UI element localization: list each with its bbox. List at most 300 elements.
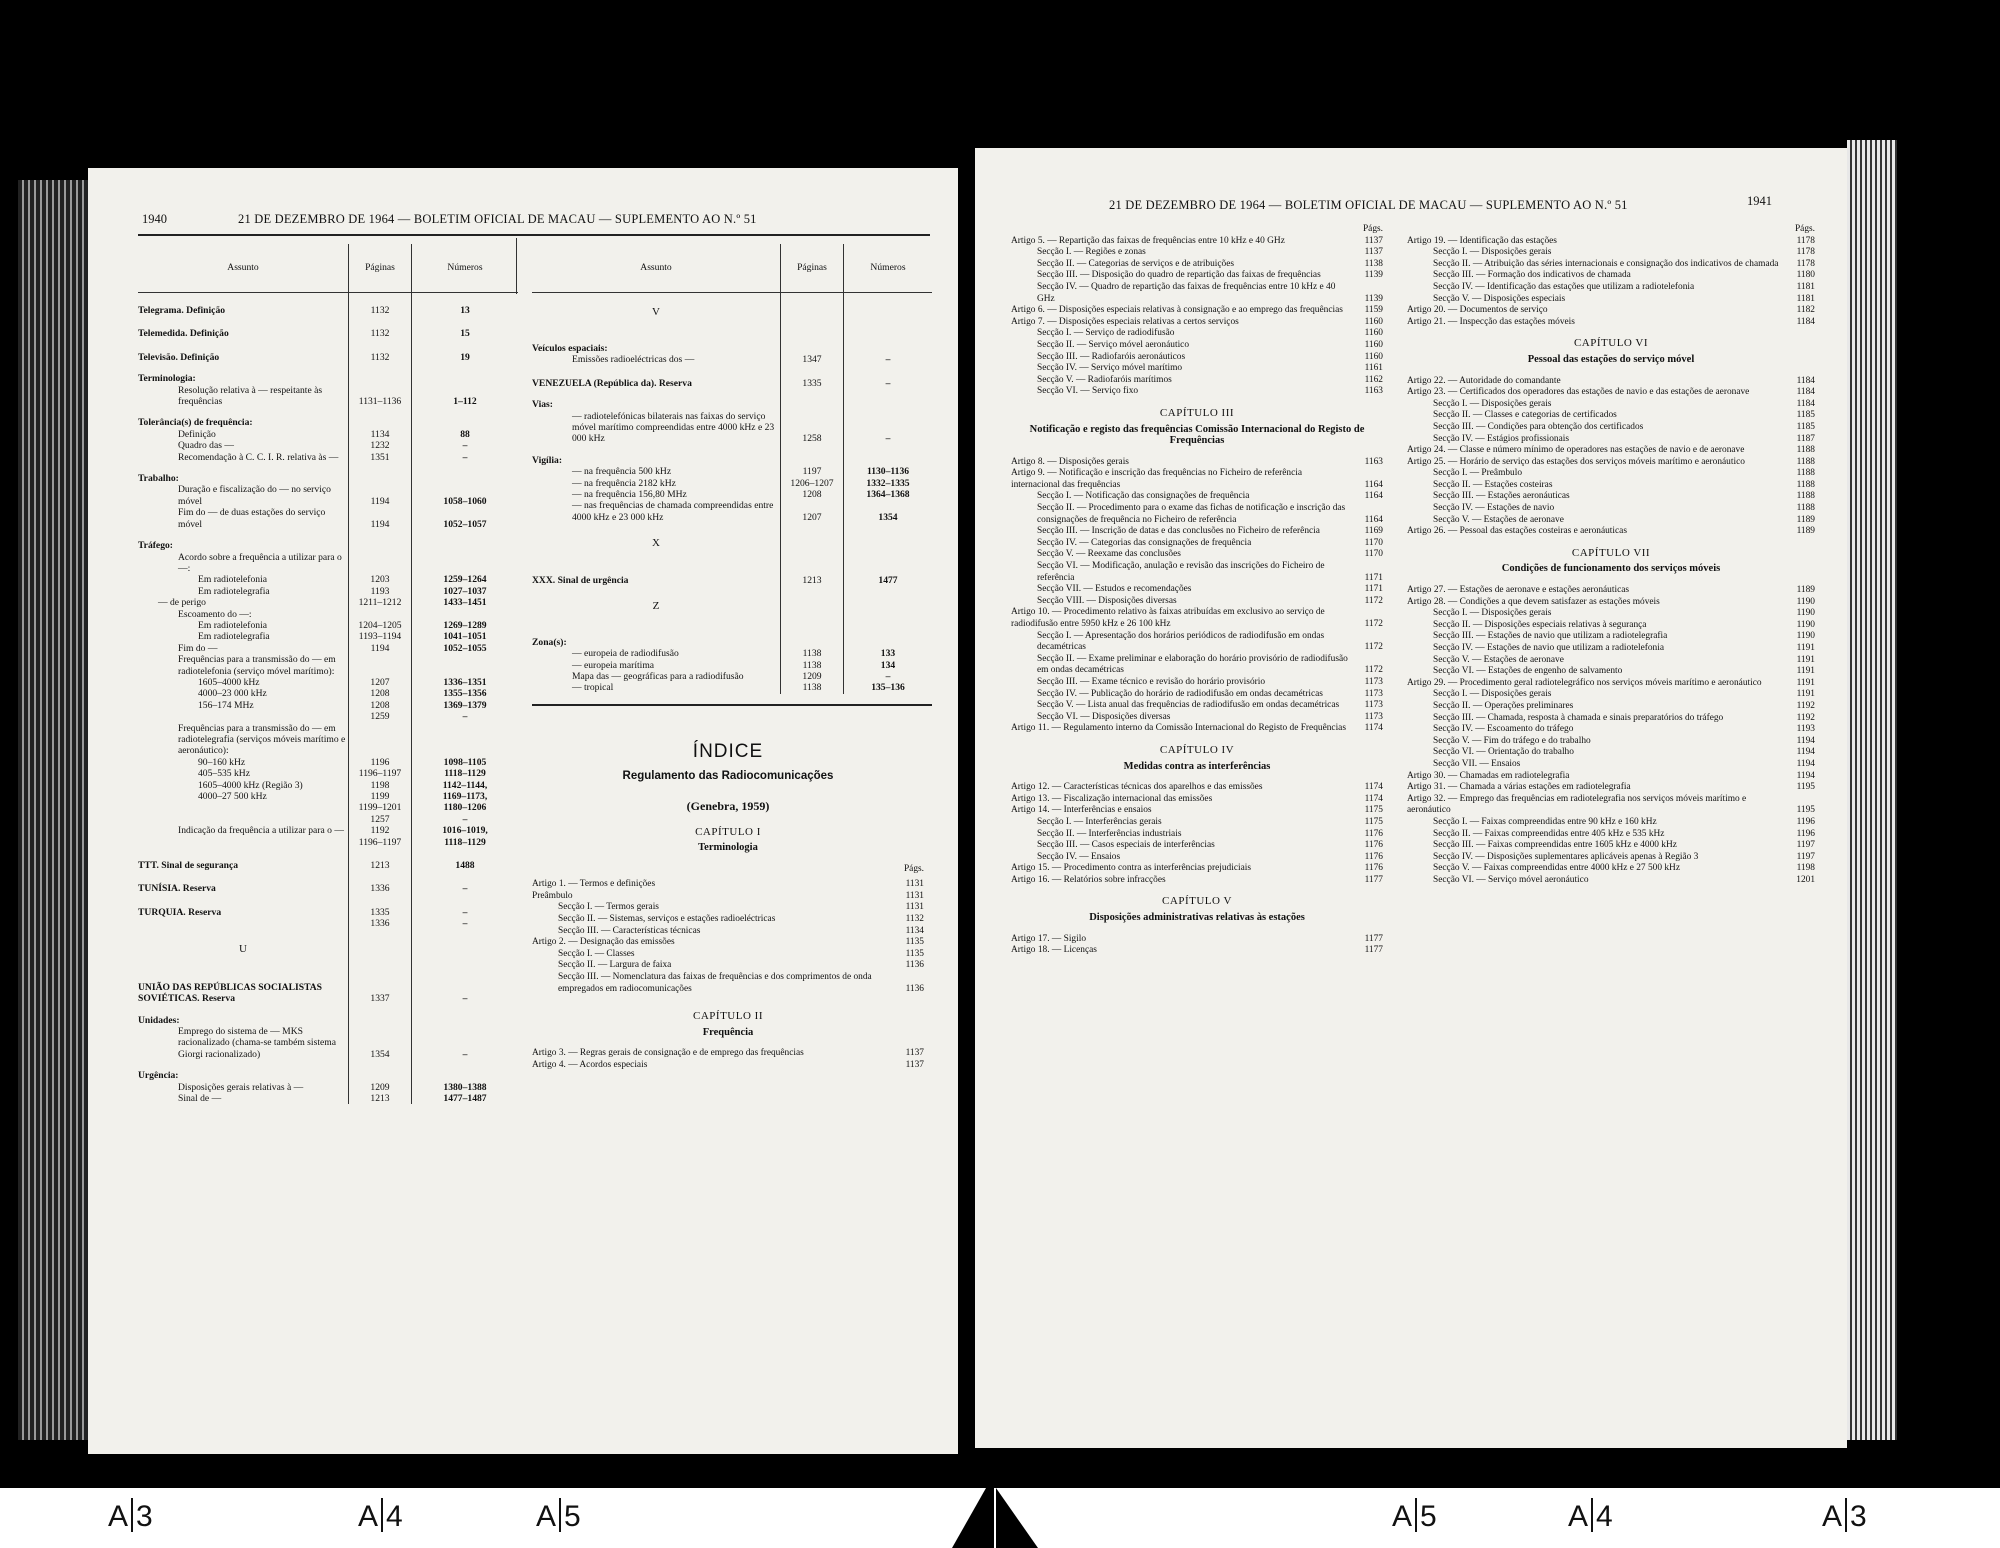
index-entry [1407,701,1815,713]
entry-text: Quadro das — [178,440,234,452]
chapter-title: Medidas contra as interferências [1123,760,1271,772]
entry-numbers: – [412,452,519,463]
entry-page: 1160 [1364,328,1383,339]
entry-title: Artigo 26. — Pessoal das estações costeiras e aeronáuticas [1407,526,1627,537]
entry-title: Secção III. — Faixas compreendidas entre 1605 kHz e 4000 kHz [1433,840,1677,851]
entry-text: Vias: [532,399,553,411]
entry-page: 1172 [1364,619,1383,629]
entry-numbers: 1433–1451 [412,597,519,608]
index-entry [1407,620,1815,632]
table-row [138,429,518,440]
entry-numbers: 1180–1206 [412,802,519,813]
table-row [532,389,932,410]
pags-label: Págs. [1794,224,1815,234]
index-entry [1407,422,1815,434]
entry-page: 1171 [1364,584,1383,595]
entry-title: Artigo 22. — Autoridade do comandante [1407,375,1561,386]
entry-title: Secção IV. — Disposições suplementares aplicáveis apenas à Região 3 [1433,851,1699,862]
index-entry [1407,515,1815,527]
entry-title: Secção II. — Categorias de serviços e de atribuições [1037,258,1235,269]
index-entry [1407,759,1815,771]
entry-pages: 1347 [781,354,844,365]
left-column-1 [138,244,518,1104]
entry-numbers: – [412,1026,519,1060]
entry-numbers: 88 [412,429,519,440]
index-entry [1407,491,1815,503]
entry-text: Sinal de — [178,1092,222,1104]
index-entry [1011,631,1383,654]
table-row [138,895,518,918]
entry-numbers: – [412,970,519,1005]
index-entry [1011,549,1383,561]
index-entry [1407,747,1815,759]
entry-page: 1181 [1796,281,1815,292]
index-entry [1011,468,1383,491]
entry-text [138,918,349,929]
entry-pages: 1351 [349,452,412,463]
entry-pages: 1196–1197 [349,837,412,848]
entry-pages [349,1005,412,1026]
entry-numbers [844,627,933,648]
index-entry [1011,654,1383,677]
film-mark: A 3 [108,1500,153,1533]
entry-numbers: – [412,895,519,918]
entry-numbers: – [844,411,933,445]
index-entry [1407,713,1815,725]
entry-pages: 1194 [349,643,412,654]
index-entry [1011,340,1383,352]
film-notch [996,1488,1038,1548]
index-entry [1407,782,1815,794]
index-entry [1011,526,1383,538]
entry-text: 90–160 kHz [198,756,246,768]
entry-text: 1605–4000 kHz [198,676,260,688]
table-row [532,445,932,466]
index-entry [1011,282,1383,305]
entry-numbers [844,333,933,354]
index-entry [1407,526,1815,538]
table-row [138,293,518,317]
entry-title: Artigo 23. — Certificados dos operadores das estações de navio e das estações de aeronave [1407,387,1750,398]
entry-title: Secção III. — Estações aeronáuticas [1433,491,1570,502]
entry-page: 1174 [1364,793,1383,804]
entry-page: 1164 [1364,479,1383,490]
chapter-title: Disposições administrativas relativas às estações [1089,912,1305,924]
entry-pages: 1199–1201 [349,802,412,813]
entry-text: Duração e fiscalização do — no serviço móvel [178,484,331,507]
entry-numbers [412,1005,519,1026]
entry-page: 1173 [1364,711,1383,722]
entry-text: XXX. Sinal de urgência [532,575,629,587]
entry-title: Artigo 13. — Fiscalização internacional das emissões [1011,793,1213,804]
right-index-2 [1407,236,1815,887]
chapter-heading: CAPÍTULO V [1162,895,1232,908]
entry-pages: 1132 [349,316,412,339]
entry-numbers: 1118–1129 [412,768,519,779]
entry-pages: 1213 [349,1093,412,1104]
entry-pages: 1207 [781,500,844,523]
table-row [532,366,932,389]
header-assunto: Assunto [532,244,781,293]
entry-page: 1137 [905,1048,924,1059]
entry-text [138,837,349,848]
entry-page: 1191 [1796,643,1815,653]
entry-page: 1188 [1796,503,1815,514]
index-entry [532,914,924,926]
indice-place: (Genebra, 1959) [686,798,770,813]
index-entry [1407,875,1815,887]
entry-page: 1191 [1796,666,1815,677]
entry-title: Artigo 17. — Sigilo [1011,933,1087,944]
chapter-title: Notificação e registo das frequências Comissão Internacional do Registo de Frequências [1029,423,1365,447]
entry-pages: 1335 [349,895,412,918]
table-row [532,411,932,445]
index-entry [532,972,924,995]
entry-page: 1137 [1364,247,1383,258]
entry-page: 1196 [1796,816,1815,827]
entry-group [1011,457,1383,735]
left-column-2 [532,244,932,1072]
entry-page: 1176 [1364,863,1383,874]
index-entry [1011,236,1383,248]
entry-page: 1139 [1364,270,1383,281]
table-row [138,574,518,585]
entry-text: X [652,536,660,549]
entry-title: Artigo 2. — Designação das emissões [532,937,675,948]
entry-title: Artigo 31. — Chamada a várias estações em radiotelegrafia [1407,782,1631,793]
index-entry [1407,643,1815,655]
entry-text: Indicação da frequência a utilizar para o — [178,825,344,837]
entry-numbers [412,463,519,484]
entry-numbers: 1369–1379 [412,700,519,711]
table-row [138,1026,518,1060]
book-edge [1847,140,1897,1440]
chapter-heading: CAPÍTULO III [1159,406,1235,419]
entry-pages [781,333,844,354]
entry-page: 1194 [1796,758,1815,769]
chapter-title: Pessoal das estações do serviço móvel [1527,353,1695,365]
entry-text: Frequências para a transmissão do — em radiotelefonia (serviço móvel marítimo): [178,654,336,677]
entry-pages [349,363,412,384]
entry-text: — na frequência 500 kHz [572,466,672,478]
entry-title: Secção II. — Disposições especiais relativas à segurança [1433,619,1647,630]
entry-pages: 1257 [349,814,412,825]
header-paginas: Páginas [781,244,844,293]
entry-text: Telegrama. Definição [138,305,226,316]
entry-numbers: 1380–1388 [412,1082,519,1093]
entry-page: 1193 [1796,724,1815,735]
entry-page: 1188 [1796,456,1815,467]
entry-numbers [844,389,933,410]
entry-numbers [412,930,519,970]
entry-title: Secção VI. — Serviço móvel aeronáutico [1433,874,1589,885]
entry-title: Secção V. — Estações de aeronave [1433,514,1564,525]
entry-pages [781,587,844,627]
entry-text: Emprego do sistema de — MKS racionalizado (chama-se também sistema Giorgi racionalizado) [178,1025,336,1060]
entry-title: Secção IV. — Escoamento do tráfego [1433,724,1574,735]
table-row [138,363,518,384]
header-assunto: Assunto [138,244,349,293]
entry-pages: 1354 [349,1026,412,1060]
index-entry [1407,457,1815,469]
entry-title: Artigo 24. — Classe e número mínimo de operadores nas estações de navio e de aeronave [1407,445,1745,456]
entry-title: Secção IV. — Publicação do horário de radiodifusão em ondas decamétricas [1037,688,1323,699]
entry-page: 1176 [1364,828,1383,839]
table-row [138,700,518,711]
index-entry [532,960,924,972]
entry-title: Artigo 30. — Chamadas em radiotelegrafia [1407,770,1570,781]
chapter-title: Frequência [702,1026,754,1038]
index-entry [1407,387,1815,399]
entry-numbers: – [412,918,519,929]
entry-numbers [412,363,519,384]
entry-group [1011,236,1383,398]
table-row [532,648,932,659]
entry-text: Em radiotelefonia [198,619,267,631]
index-entry [1011,700,1383,712]
entry-text: — de perigo [158,597,206,609]
entry-text: 405–535 kHz [198,768,250,780]
entry-title: Artigo 32. — Emprego das frequências em radiotelegrafia nos serviços móveis marítimo e aeronáutico [1407,793,1747,816]
index-entry [1407,270,1815,282]
entry-title: Secção II. — Atribuição das séries internacionais e consignação dos indicativos de chamada [1433,258,1779,269]
entry-title: Artigo 20. — Documentos de serviço [1407,305,1548,316]
indice-subtitle: Regulamento das Radiocomunicações [622,770,834,783]
table-row [138,1082,518,1093]
chapter-heading: CAPÍTULO I [695,825,761,838]
entry-pages: 1194 [349,507,412,530]
index-entry [1407,305,1815,317]
pags-label: Págs. [1362,224,1383,234]
index-entry [1407,608,1815,620]
index-entry [1407,597,1815,609]
entry-pages: 1138 [781,660,844,671]
entry-numbers: 1118–1129 [412,837,519,848]
entry-title: Secção III. — Casos especiais de interferências [1037,840,1215,851]
entry-text: Acordo sobre a frequência a utilizar para o —: [178,551,342,574]
entry-pages: 1193–1194 [349,631,412,642]
entry-title: Secção VI. — Orientação do trabalho [1433,747,1574,758]
entry-page: 1194 [1796,735,1815,746]
entry-group [1011,782,1383,886]
entry-title: Secção I. — Regiões e zonas [1037,247,1146,258]
entry-numbers [844,587,933,627]
table-row [138,757,518,768]
entry-numbers: 13 [412,293,519,317]
table-row [138,688,518,699]
entry-title: Secção VI. — Serviço fixo [1037,386,1139,397]
entry-title: Artigo 18. — Licenças [1011,945,1097,956]
entry-text: Frequências para a transmissão do — em radiotelegrafia (serviços móveis marítimo e aeronáutico): [178,722,346,757]
index-entry [1407,829,1815,841]
entry-pages: 1213 [781,563,844,586]
index-entry [1011,677,1383,689]
table-row [138,780,518,791]
indice-entries [532,1048,924,1071]
index-entry [1407,259,1815,271]
index-entry [1011,794,1383,806]
column-divider [516,238,517,294]
index-entry [1407,666,1815,678]
entry-pages: 1197 [781,466,844,477]
entry-text: Resolução relativa à — respeitante às frequências [178,384,323,408]
index-entry [1011,934,1383,946]
entry-title: Secção I. — Disposições gerais [1433,689,1552,700]
entry-title: Secção VIII. — Disposições diversas [1037,595,1177,606]
table-row [138,768,518,779]
left-page [88,168,958,1454]
entry-numbers: 15 [412,316,519,339]
entry-text: Escoamento do —: [178,608,252,620]
entry-group [1407,236,1815,329]
entry-page: 1175 [1364,816,1383,827]
index-entry [1011,561,1383,584]
entry-numbers: 134 [844,660,933,671]
entry-pages [349,530,412,551]
entry-page: 1191 [1796,654,1815,665]
entry-pages: 1336 [349,918,412,929]
table-row [138,837,518,848]
entry-page: 1159 [1364,305,1383,316]
entry-text: — radiotelefónicas bilaterais nas faixas do serviço móvel marítimo compreendidas entre 4000 kHz e 23 000 kHz [572,410,775,445]
entry-title: Secção IV. — Estágios profissionais [1433,433,1570,444]
entry-title: Secção VI. — Modificação, anulação e revisão das inscrições do Ficheiro de referência [1037,561,1325,583]
entry-page: 1136 [905,983,924,994]
entry-text: Em radiotelegrafia [198,585,270,597]
entry-page: 1185 [1796,421,1815,432]
film-mark: A 5 [536,1500,581,1533]
table-row [532,563,932,586]
entry-group [1407,585,1815,886]
entry-numbers: 1142–1144, [412,780,519,791]
entry-page: 1192 [1796,712,1815,723]
entry-title: Secção IV. — Serviço móvel marítimo [1037,363,1183,374]
entry-numbers: – [412,814,519,825]
index-entry [1407,410,1815,422]
entry-page: 1138 [1364,258,1383,269]
entry-numbers [844,293,933,334]
entry-page: 1201 [1796,874,1815,885]
entry-numbers [412,530,519,551]
entry-text: Televisão. Definição [138,351,220,363]
index-entry [1011,538,1383,550]
entry-pages: 1196–1197 [349,768,412,779]
entry-title: Secção I. — Classes [558,948,635,959]
entry-title: Artigo 28. — Condições a que devem satisfazer as estações móveis [1407,596,1660,607]
entry-page: 1169 [1364,526,1383,537]
entry-text: UNIÃO DAS REPÚBLICAS SOCIALISTAS SOVIÉTICAS. Reserva [138,981,323,1005]
chapter-heading: CAPÍTULO VI [1573,337,1649,350]
table-row [138,848,518,871]
entry-title: Secção III. — Formação dos indicativos de chamada [1433,270,1631,281]
entry-title: Secção VII. — Ensaios [1433,758,1521,769]
entry-text: Telemedida. Definição [138,328,229,340]
index-entry [1407,434,1815,446]
entry-pages: 1259 [349,711,412,722]
entry-text: Tráfego: [138,540,173,552]
table-row [532,333,932,354]
index-entry [1011,863,1383,875]
film-mark: A 4 [358,1500,403,1533]
entry-numbers: – [844,671,933,682]
entry-title: Secção VII. — Estudos e recomendações [1037,584,1192,595]
entry-title: Secção V. — Radiofaróis marítimos [1037,374,1172,385]
index-entry [1407,282,1815,294]
entry-text: 1605–4000 kHz (Região 3) [198,779,303,791]
index-entry [532,891,924,903]
entry-text [138,802,349,813]
entry-title: Artigo 10. — Procedimento relativo às faixas atribuídas em exclusivo ao serviço de radiodifusão entre 5950 kHz e 26 100 kHz [1011,607,1325,629]
entry-pages: 1199 [349,791,412,802]
entry-title: Secção V. — Faixas compreendidas entre 4000 kHz e 27 500 kHz [1433,863,1680,874]
entry-page: 1188 [1796,479,1815,490]
right-page-number: 1941 [1747,194,1772,208]
entry-page: 1191 [1796,677,1815,688]
entry-page: 1139 [1364,293,1383,304]
entry-title: Artigo 15. — Procedimento contra as interferências prejudiciais [1011,863,1252,874]
entry-text: 156–174 MHz [198,699,254,711]
entry-text: Zona(s): [532,636,567,648]
entry-pages [349,552,412,575]
chapter-heading: CAPÍTULO II [693,1010,763,1023]
chapter-title: Terminologia [698,842,758,854]
entry-numbers [412,552,519,575]
entry-page: 1178 [1796,235,1815,246]
entry-title: Artigo 9. — Notificação e inscrição das frequências no Ficheiro de referência internacional das frequências [1011,468,1303,490]
entry-numbers: – [412,871,519,894]
entry-title: Secção I. — Serviço de radiodifusão [1037,328,1175,339]
entry-pages [349,463,412,484]
table-row [532,478,932,489]
entry-numbers: 133 [844,648,933,659]
index-entry [1407,376,1815,388]
entry-text: — europeia de radiodifusão [572,648,679,660]
entry-numbers [412,1060,519,1081]
table-row [138,620,518,631]
entry-title: Secção II. — Largura de faixa [558,960,672,971]
entry-text: Definição [178,428,216,440]
table-row [138,1060,518,1081]
index-entry [1011,584,1383,596]
table-row [138,316,518,339]
entry-title: Secção II. — Exame preliminar e elaboração do horário provisório de radiodifusão em ondas decamétricas [1037,653,1348,676]
right-header-title: 21 DE DEZEMBRO DE 1964 — BOLETIM OFICIAL DE MACAU — SUPLEMENTO AO N.º 51 [1109,198,1628,212]
pags-label: Págs. [903,863,924,874]
entry-text: — na frequência 2182 kHz [572,477,676,489]
table-row [138,452,518,463]
index-entry [1407,678,1815,690]
entry-title: Secção IV. — Estações de navio que utilizam a radiotelefonia [1433,643,1664,653]
entry-page: 1135 [905,937,924,948]
entry-pages: 1206–1207 [781,478,844,489]
entry-pages: 1131–1136 [349,385,412,408]
entry-text: 4000–23 000 kHz [198,688,267,700]
entry-numbers: – [412,711,519,722]
entry-page: 1173 [1364,676,1383,687]
entry-text: Terminologia: [138,373,196,385]
entry-page: 1137 [1364,235,1383,246]
entry-title: Secção IV. — Estações de navio [1433,503,1555,514]
entry-title: Secção IV. — Ensaios [1037,851,1121,862]
entry-pages [349,407,412,428]
entry-numbers [412,407,519,428]
entry-numbers: 1130–1136 [844,466,933,477]
index-entry [1407,794,1815,817]
table-row [532,671,932,682]
entry-page: 1177 [1364,874,1383,885]
entry-pages: 1134 [349,429,412,440]
entry-pages [349,1060,412,1081]
